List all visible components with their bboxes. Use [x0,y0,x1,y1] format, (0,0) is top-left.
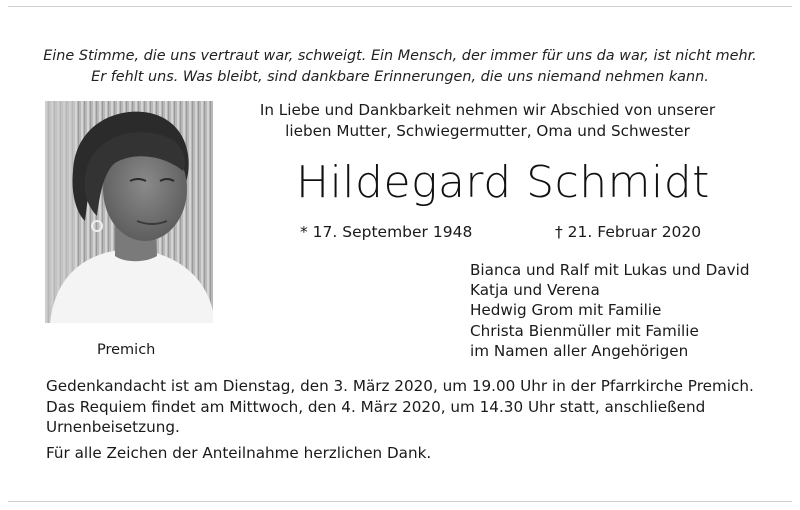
intro-line-2: lieben Mutter, Schwiegermutter, Oma und Schwester [285,122,690,140]
death-date: † 21. Februar 2020 [555,223,702,241]
mourners-list [470,260,749,361]
thanks-line: Für alle Zeichen der Anteilnahme herzlichen Dank. [46,444,432,462]
mourner-item: Christa Bienmüller mit Familie [470,321,699,340]
mourner-item: Katja und Verena [470,281,600,300]
service-line-3: Urnenbeisetzung. [46,418,180,436]
mourner-item: im Namen aller Angehörigen [470,341,689,360]
mourner-item: Bianca und Ralf mit Lukas und David [470,261,750,279]
mourner-item: Hedwig Grom mit Familie [470,301,662,320]
place-caption: Premich [97,342,156,358]
intro-text [220,100,755,142]
service-details [46,376,766,438]
portrait-photo [45,101,213,323]
quote-line-1: Eine Stimme, die uns vertraut war, schweigt. Ein Mensch, der immer für uns da war, ist nicht mehr. [43,48,757,64]
service-line-1: Gedenkandacht ist am Dienstag, den 3. März 2020, um 19.00 Uhr in der Pfarrkirche Premich. [46,377,754,395]
quote-line-2: Er fehlt uns. Was bleibt, sind dankbare Erinnerungen, die uns niemand nehmen kann. [91,69,709,85]
service-line-2: Das Requiem findet am Mittwoch, den 4. März 2020, um 14.30 Uhr statt, anschließend [46,397,706,416]
deceased-name: Hildegard Schmidt [296,157,710,208]
intro-line-1: In Liebe und Dankbarkeit nehmen wir Abschied von unserer [259,101,716,119]
memorial-quote [0,46,800,88]
birth-date: * 17. September 1948 [300,223,473,241]
